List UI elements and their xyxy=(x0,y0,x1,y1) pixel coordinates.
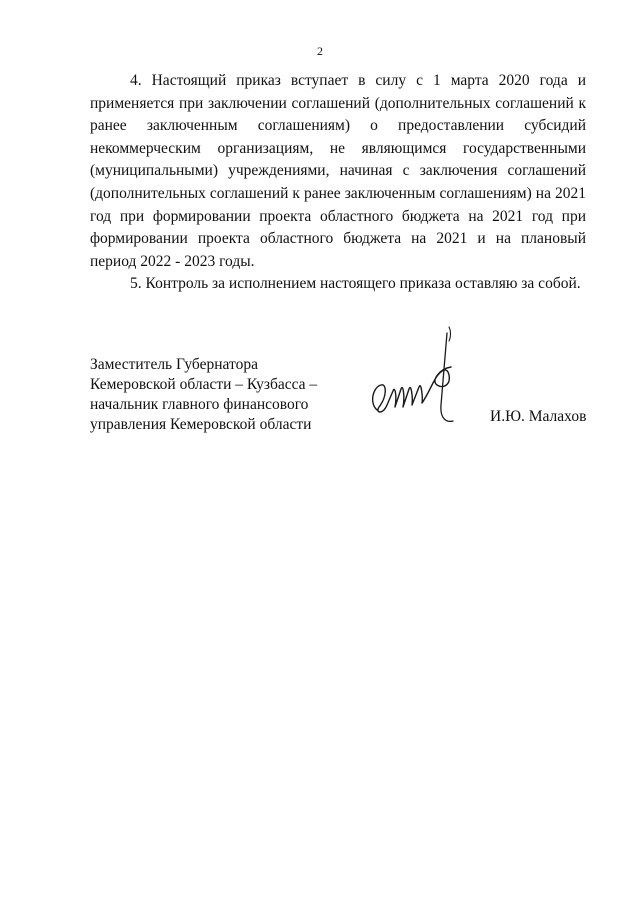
page-number: 2 xyxy=(317,44,323,58)
document-body xyxy=(90,70,586,296)
paragraph-4: 4. Настоящий приказ вступает в силу с 1 марта 2020 года и применяется при заключении соглашений (дополнительных соглашений к ранее заключенным соглашениям) о предоставлении субсидий некоммерческим организациям, не являющимся государственными (муниципальными) учреждениями, начиная с заключения соглашений (дополнительных соглашений к ранее заключенным соглашениям) на 2021 год при формировании проекта областного бюджета на 2021 год при формировании проекта областного бюджета на 2021 и на плановый период 2022 - 2023 годы. xyxy=(90,72,586,270)
signature-position-block xyxy=(90,355,317,435)
position-line: Кемеровской области – Кузбасса – xyxy=(90,376,318,393)
signer-name: И.Ю. Малахов xyxy=(490,408,587,425)
position-line: начальник главного финансового xyxy=(90,396,309,413)
position-line: управления Кемеровской области xyxy=(90,416,312,433)
paragraph-5: 5. Контроль за исполнением настоящего приказа оставляю за собой. xyxy=(130,275,581,293)
position-line: Заместитель Губернатора xyxy=(90,356,258,373)
handwritten-signature xyxy=(365,325,475,430)
